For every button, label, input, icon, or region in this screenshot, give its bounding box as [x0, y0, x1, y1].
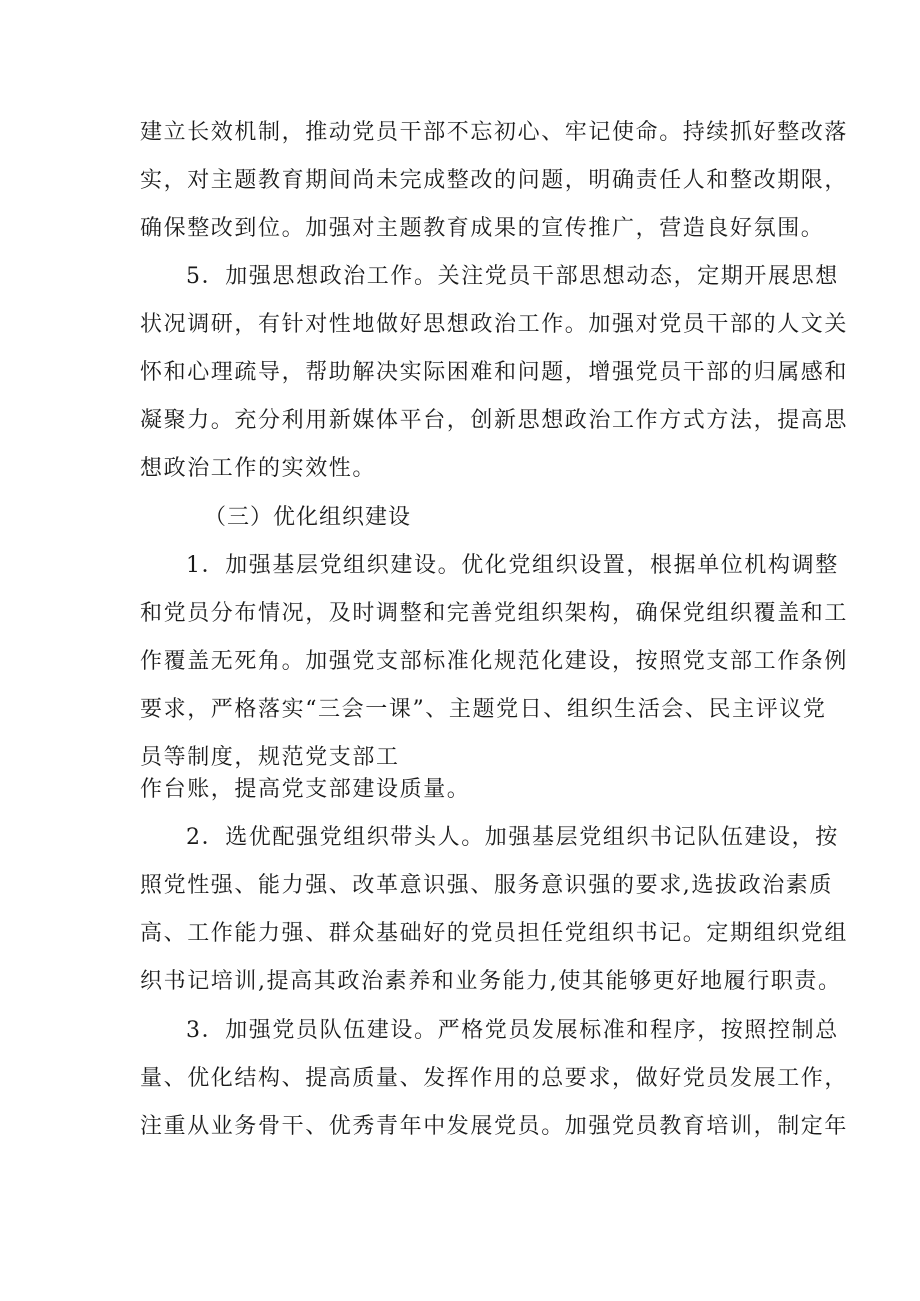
- paragraph-start-line: 5．加强思想政治工作。关注党员干部思想动态，定期开展思想: [186, 264, 839, 289]
- paragraph-start-line: 2．选优配强党组织带头人。加强基层党组织书记队伍建设，按: [186, 825, 839, 850]
- body-text-line: 注重从业务骨干、优秀青年中发展党员。加强党员教育培训，制定年: [140, 1114, 849, 1139]
- body-text-line: 量、优化结构、提高质量、发挥作用的总要求，做好党员发展工作，: [140, 1066, 849, 1091]
- body-text-line: 高、工作能力强、群众基础好的党员担任党组织书记。定期组织党组: [140, 921, 849, 946]
- body-text-line: 状况调研，有针对性地做好思想政治工作。加强对党员干部的人文关: [140, 312, 849, 337]
- body-text-line: 织书记培训,提高其政治素养和业务能力,使其能够更好地履行职责。: [140, 969, 842, 994]
- body-text-line: 照党性强、能力强、改革意识强、服务意识强的要求,选拔政治素质: [140, 873, 833, 898]
- body-text-line: 怀和心理疏导，帮助解决实际困难和问题，增强党员干部的归属感和: [140, 360, 849, 385]
- section-heading: （三）优化组织建设: [204, 505, 412, 530]
- body-text-line: 要求，严格落实“三会一课”、主题党日、组织生活会、民主评议党: [140, 697, 827, 722]
- body-text-line: 作台账，提高党支部建设质量。: [140, 777, 471, 802]
- body-text-line: 和党员分布情况，及时调整和完善党组织架构，确保党组织覆盖和工: [140, 601, 849, 626]
- paragraph-start-line: 1．加强基层党组织建设。优化党组织设置，根据单位机构调整: [186, 553, 839, 578]
- body-text-line: 想政治工作的实效性。: [140, 456, 377, 481]
- body-text-line: 员等制度，规范党支部工: [140, 745, 400, 770]
- body-text-line: 实，对主题教育期间尚未完成整改的问题，明确责任人和整改期限，: [140, 168, 849, 193]
- body-text-line: 作覆盖无死角。加强党支部标准化规范化建设，按照党支部工作条例: [140, 649, 849, 674]
- body-text-line: 建立长效机制，推动党员干部不忘初心、牢记使命。持续抓好整改落: [140, 120, 849, 145]
- body-text-line: 确保整改到位。加强对主题教育成果的宣传推广，营造良好氛围。: [140, 216, 825, 241]
- paragraph-start-line: 3．加强党员队伍建设。严格党员发展标准和程序，按照控制总: [186, 1018, 839, 1043]
- body-text-line: 凝聚力。充分利用新媒体平台，创新思想政治工作方式方法，提高思: [140, 408, 849, 433]
